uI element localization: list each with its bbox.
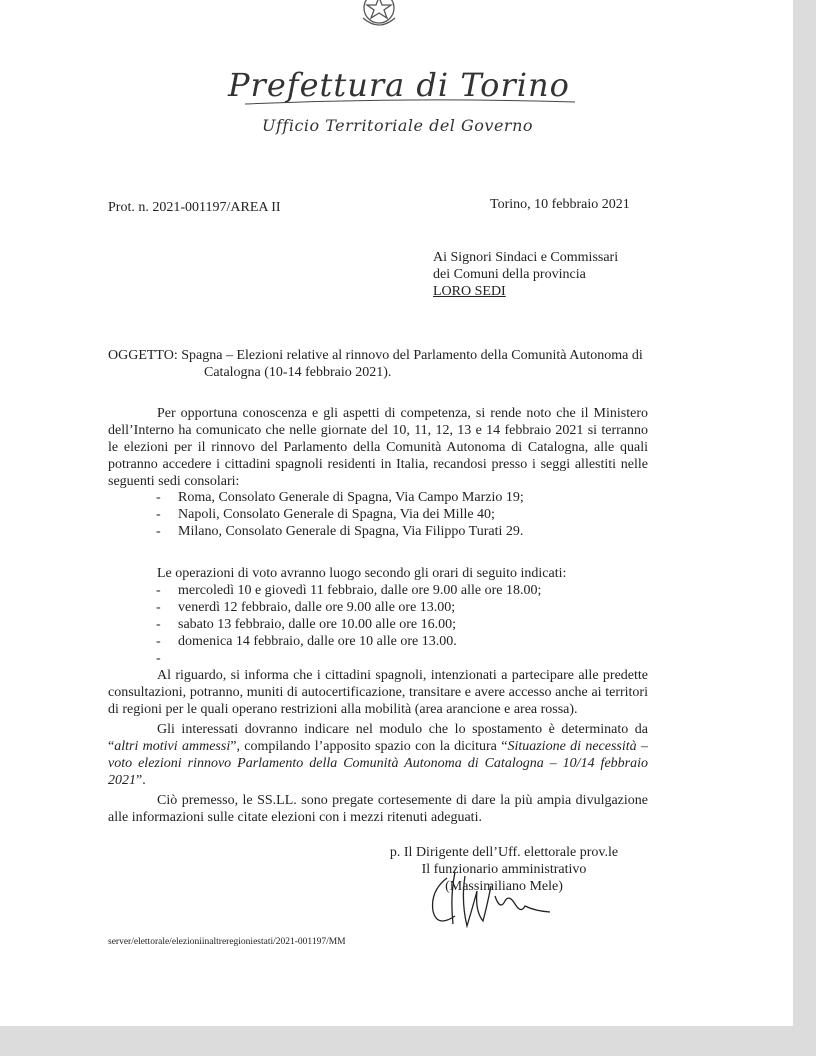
subject-label: OGGETTO: [108, 348, 178, 363]
consulates-list [156, 489, 636, 540]
list-item: - sabato 13 febbraio, dalle ore 10.00 alle ore 16.00; [156, 617, 456, 632]
list-item: - mercoledì 10 e giovedì 11 febbraio, dalle ore 9.00 alle ore 18.00; [156, 583, 542, 598]
list-item: - Milano, Consolato Generale di Spagna, Via Filippo Turati 29. [156, 524, 524, 539]
recipients-line-1: Ai Signori Sindaci e Commissari [433, 250, 619, 265]
header-subtitle: Ufficio Territoriale del Governo [262, 116, 534, 135]
place-date: Torino, 10 febbraio 2021 [490, 197, 630, 212]
italic-wording: Situazione di necessità – voto elezioni rinnovo Parlamento della Comunità Autonoma di Catalogna – 10/14 febbraio 2021 [108, 739, 648, 788]
signature-line-3: (Massimiliano Mele) [445, 879, 563, 894]
list-item: - Roma, Consolato Generale di Spagna, Via Campo Marzio 19; [156, 490, 524, 505]
subject-line-2: Catalogna (10-14 febbraio 2021). [204, 365, 392, 380]
list-item: - domenica 14 febbraio, dalle ore 10 alle ore 13.00. [156, 634, 457, 649]
header-title: Prefettura di Torino [228, 66, 570, 104]
recipients-line-2: dei Comuni della provincia [433, 267, 586, 282]
signature-line-2: Il funzionario amministrativo [421, 862, 587, 877]
list-item: - venerdì 12 febbraio, dalle ore 9.00 alle ore 13.00; [156, 600, 456, 615]
list-item: - Napoli, Consolato Generale di Spagna, Via dei Mille 40; [156, 507, 495, 522]
recipients-block [433, 249, 618, 300]
subject-block [108, 347, 708, 381]
schedule-list: - mercoledì 10 e giovedì 11 febbraio, dalle ore 9.00 alle ore 18.00; - venerdì 12 febbraio, dalle ore 9.00 alle ore 13.00; - sabato 13 febbraio, dalle ore 10.00 alle ore 16.00; - domenica 14 febbraio, dalle ore 10 alle ore 13.00. - [156, 582, 636, 650]
paragraph-intro: Per opportuna conoscenza e gli aspetti di competenza, si rende noto che il Ministero dell’Interno ha comunicato che nelle giornate del 10, 11, 12, 13 e 14 febbraio 2021 si terranno le elezioni per il rinnovo del Parlamento della Comunità Autonoma di Catalogna, alle quali potranno accedere i cittadini spagnoli residenti in Italia, recandosi presso i seggi allestiti nelle seguenti sedi consolari: [108, 406, 648, 489]
schedule-intro: Le operazioni di voto avranno luogo secondo gli orari di seguito indicati: [157, 566, 567, 581]
paragraph-form: Gli interessati dovranno indicare nel modulo che lo spostamento è determinato da “altri motivi ammessi”, compilando l’apposito spazio con la dicitura “Situazione di necessità – voto elezioni rinnovo Parlamento della Comunità Autonoma di Catalogna – 10/14 febbraio 2021”. [108, 722, 648, 788]
protocol-number: Prot. n. 2021-001197/AREA II [108, 200, 281, 215]
subject-line-1: Spagna – Elezioni relative al rinnovo del Parlamento della Comunità Autonoma di [181, 348, 643, 363]
republic-emblem-icon [355, 0, 405, 30]
handwritten-signature [425, 866, 555, 936]
header-underline [240, 95, 580, 109]
signature-line-1: p. Il Dirigente dell’Uff. elettorale prov.le [389, 845, 619, 860]
paragraph-mobility: Al riguardo, si informa che i cittadini spagnoli, intenzionati a partecipare alle predette consultazioni, potranno, muniti di autocertificazione, transitare e avere accesso anche ai territori di regioni per le quali operano restrizioni alla mobilità (area arancione e area rossa). [108, 668, 648, 717]
footer-path: server/elettorale/elezioniinaltreregioniestati/2021-001197/MM [108, 937, 346, 947]
paragraph-closing: Ciò premesso, le SS.LL. sono pregate cortesemente di dare la più ampia divulgazione alle informazioni sulle citate elezioni con i mezzi ritenuti adeguati. [108, 793, 648, 825]
recipients-line-3: LORO SEDI [433, 284, 506, 299]
italic-reason: altri motivi ammessi [114, 739, 231, 754]
